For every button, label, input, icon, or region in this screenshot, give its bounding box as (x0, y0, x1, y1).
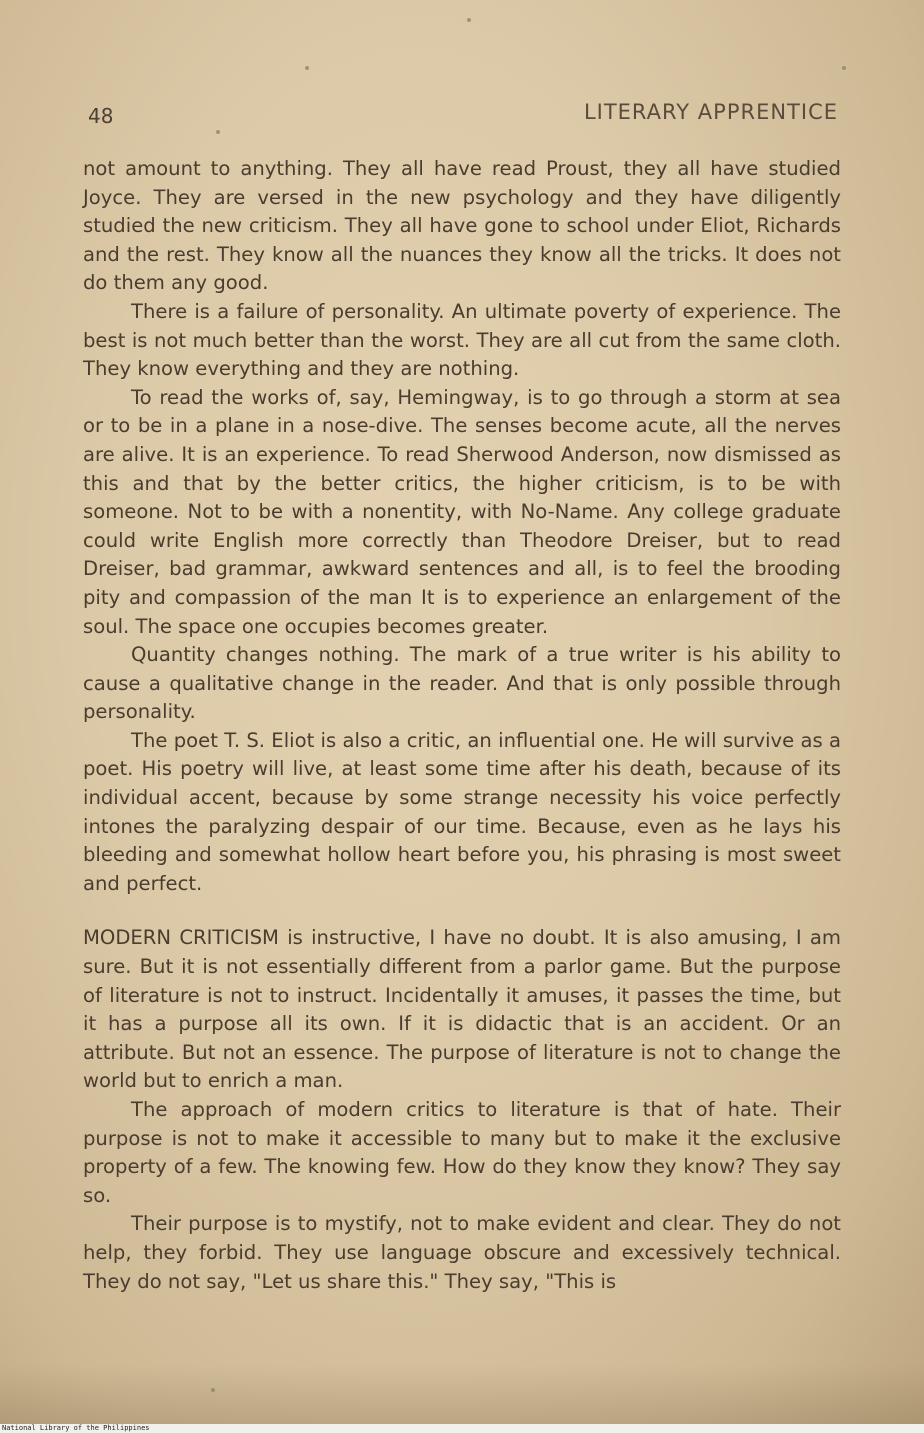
footer-strip (0, 1424, 924, 1433)
paper-speck (467, 18, 471, 22)
paragraph: Quantity changes nothing. The mark of a true writer is his ability to cause a qualitative change in the reader. And that is only possible through personality. (83, 643, 841, 724)
library-credit: National Library of the Philippines (2, 1424, 150, 1432)
paragraph: The poet T. S. Eliot is also a critic, an influential one. He will survive as a poet. His poetry will live, at least some time after his death, because of its individual accent, because by some strange necessity his voice perfectly intones the paralyzing despair of our time. Because, even as he lays his bleeding and somewhat hollow heart before you, his phrasing is most sweet and perfect. (83, 728, 841, 895)
paragraph: Their purpose is to mystify, not to make evident and clear. They do not help, they forbid. They use language obscure and excessively technical. They do not say, "Let us share this." They say, "This is (83, 1212, 841, 1293)
paper-speck (842, 66, 846, 70)
paragraph: There is a failure of personality. An ultimate poverty of experience. The best is not much better than the worst. They are all cut from the same cloth. They know everything and they are nothing. (83, 299, 841, 381)
running-head: LITERARY APPRENTICE (583, 100, 838, 124)
section-break (83, 898, 841, 924)
page-number: 48 (88, 104, 114, 128)
page-header (88, 100, 838, 136)
paragraph-continuation: not amount to anything. They all have read Proust, they all have studied Joyce. They are versed in the new psychology and they have diligently studied the new criticism. They all have gone to school under Eliot, Richards and the rest. They know all the nuances they know all the tricks. It does not do them any good. (83, 157, 841, 295)
paragraph: The approach of modern critics to literature is that of hate. Their purpose is not to make it accessible to many but to make it the exclusive property of a few. The knowing few. How do they know they know? They say so. (83, 1098, 841, 1207)
paragraph: To read the works of, say, Hemingway, is to go through a storm at sea or to be in a plane in a nose-dive. The senses become acute, all the nerves are alive. It is an experience. To read Sherwood Anderson, now dismissed as this and that by the better critics, the higher criticism, is to be with someone. Not to be with a nonentity, with No-Name. Any college graduate could write English more correctly than Theodore Dreiser, but to read Dreiser, bad grammar, awkward sentences and all, is to feel the brooding pity and compassion of the man It is to experience an enlargement of the soul. The space one occupies becomes greater. (83, 385, 841, 638)
page-edge-shadow (0, 1364, 924, 1424)
paper-speck (216, 130, 220, 134)
paper-speck (305, 66, 309, 70)
paper-speck (211, 1388, 215, 1392)
body-text (83, 155, 841, 1296)
section-opening-paragraph: MODERN CRITICISM is instructive, I have no doubt. It is also amusing, I am sure. But it is not essentially different from a parlor game. But the purpose of literature is not to instruct. Incidentally it amuses, it passes the time, but it has a purpose all its own. If it is didactic that is an accident. Or an attribute. But not an essence. The purpose of literature is not to change the world but to enrich a man. (83, 926, 841, 1093)
